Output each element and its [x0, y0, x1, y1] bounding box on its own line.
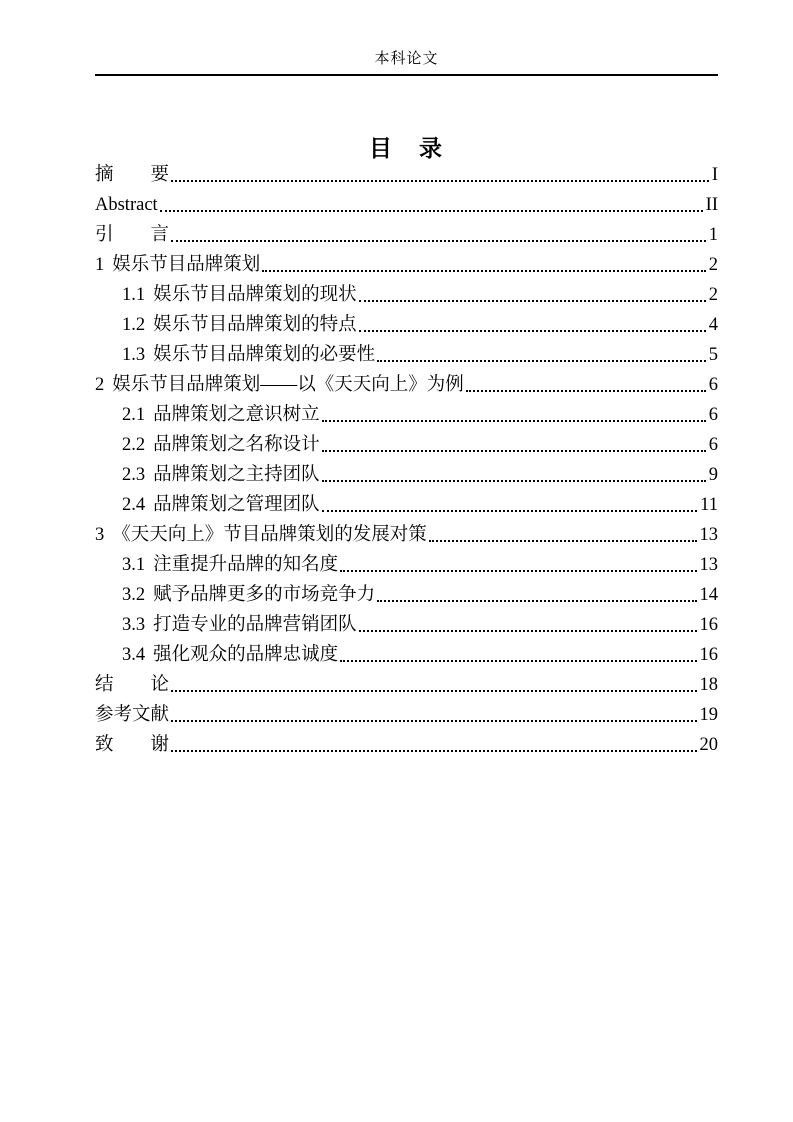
toc-entry-number: 1.2	[122, 315, 146, 335]
toc-entry-page: 13	[699, 525, 718, 545]
toc-entry-title: 《天天向上》节目品牌策划的发展对策	[112, 525, 427, 545]
toc-entry-abstract-cn[interactable]	[95, 160, 718, 190]
running-header	[95, 50, 718, 76]
toc-entry-title: 娱乐节目品牌策划的必要性	[153, 345, 376, 365]
toc-entry-page: 20	[699, 735, 718, 755]
toc-entry-title: 参考文献	[95, 705, 170, 725]
toc-entry-page: 16	[699, 645, 718, 665]
dot-leader	[359, 330, 706, 332]
toc-entry-ch3-3[interactable]	[95, 610, 718, 640]
toc-entry-ch3[interactable]	[95, 520, 718, 550]
dot-leader	[171, 180, 709, 182]
toc-entry-number: 1.3	[122, 345, 146, 365]
toc-entry-number: 3.1	[122, 555, 146, 575]
toc-entry-title: 娱乐节目品牌策划——以《天天向上》为例	[112, 375, 464, 395]
toc-entry-number: 2.2	[122, 435, 146, 455]
dot-leader	[171, 690, 696, 692]
toc-entry-title: 品牌策划之管理团队	[153, 495, 320, 515]
toc-entry-ch3-2[interactable]	[95, 580, 718, 610]
dot-leader	[466, 390, 706, 392]
toc-entry-title: 娱乐节目品牌策划的特点	[153, 315, 357, 335]
toc-entry-page: 6	[708, 405, 718, 425]
dot-leader	[322, 420, 706, 422]
toc-entry-title: 结 论	[95, 675, 170, 695]
toc-entry-conclusion[interactable]	[95, 670, 718, 700]
dot-leader	[340, 660, 696, 662]
toc-entry-page: 6	[708, 435, 718, 455]
toc-entry-page: 18	[699, 675, 718, 695]
toc-entry-number: 2.3	[122, 465, 146, 485]
dot-leader	[160, 210, 703, 212]
toc-entry-page: 6	[708, 375, 718, 395]
page-title: 目 录	[369, 136, 444, 161]
toc-entry-ch2-4[interactable]	[95, 490, 718, 520]
toc-entry-ch3-4[interactable]	[95, 640, 718, 670]
table-of-contents	[95, 160, 718, 760]
dot-leader	[359, 630, 697, 632]
toc-entry-ch1-2[interactable]	[95, 310, 718, 340]
toc-entry-title: 致 谢	[95, 735, 170, 755]
toc-entry-title: Abstract	[95, 195, 158, 215]
toc-entry-title: 注重提升品牌的知名度	[153, 555, 339, 575]
toc-entry-ch1-1[interactable]	[95, 280, 718, 310]
dot-leader	[359, 300, 706, 302]
toc-entry-number: 3.4	[122, 645, 146, 665]
dot-leader	[322, 450, 706, 452]
toc-entry-title: 娱乐节目品牌策划	[112, 255, 261, 275]
dot-leader	[340, 570, 696, 572]
dot-leader	[262, 270, 705, 272]
toc-entry-page: 9	[708, 465, 718, 485]
toc-entry-number: 3.3	[122, 615, 146, 635]
toc-entry-ch1-3[interactable]	[95, 340, 718, 370]
toc-entry-title: 摘 要	[95, 165, 170, 185]
toc-entry-number: 1	[95, 255, 105, 275]
toc-entry-title: 品牌策划之名称设计	[153, 435, 320, 455]
toc-entry-ch2-2[interactable]	[95, 430, 718, 460]
toc-entry-page: 16	[699, 615, 718, 635]
toc-entry-page: 2	[708, 255, 718, 275]
toc-entry-title: 娱乐节目品牌策划的现状	[153, 285, 357, 305]
dot-leader	[171, 240, 706, 242]
dot-leader	[429, 540, 697, 542]
toc-entry-references[interactable]	[95, 700, 718, 730]
dot-leader	[377, 360, 706, 362]
toc-entry-ch2-3[interactable]	[95, 460, 718, 490]
toc-entry-page: 4	[708, 315, 718, 335]
toc-entry-page: 13	[699, 555, 718, 575]
toc-entry-page: 1	[708, 225, 718, 245]
dot-leader	[171, 750, 696, 752]
running-header-text: 本科论文	[374, 51, 439, 67]
toc-entry-abstract-en[interactable]	[95, 190, 718, 220]
toc-entry-page: I	[711, 165, 718, 185]
dot-leader	[322, 510, 698, 512]
toc-entry-introduction[interactable]	[95, 220, 718, 250]
toc-entry-title: 赋予品牌更多的市场竞争力	[153, 585, 376, 605]
dot-leader	[377, 600, 696, 602]
toc-entry-page: 14	[699, 585, 718, 605]
toc-entry-page: 11	[700, 495, 718, 515]
toc-entry-page: 19	[699, 705, 718, 725]
toc-entry-number: 3	[95, 525, 105, 545]
toc-entry-title: 品牌策划之意识树立	[153, 405, 320, 425]
toc-entry-title: 强化观众的品牌忠诚度	[153, 645, 339, 665]
toc-entry-acknowledgements[interactable]	[95, 730, 718, 760]
toc-entry-title: 品牌策划之主持团队	[153, 465, 320, 485]
toc-entry-number: 1.1	[122, 285, 146, 305]
toc-entry-title: 引 言	[95, 225, 170, 245]
toc-entry-ch1[interactable]	[95, 250, 718, 280]
toc-entry-number: 2.1	[122, 405, 146, 425]
toc-entry-title: 打造专业的品牌营销团队	[153, 615, 357, 635]
toc-entry-ch2[interactable]	[95, 370, 718, 400]
toc-entry-page: 2	[708, 285, 718, 305]
dot-leader	[322, 480, 706, 482]
toc-entry-number: 3.2	[122, 585, 146, 605]
toc-entry-number: 2.4	[122, 495, 146, 515]
toc-entry-ch2-1[interactable]	[95, 400, 718, 430]
toc-entry-page: II	[705, 195, 718, 215]
dot-leader	[171, 720, 696, 722]
toc-entry-page: 5	[708, 345, 718, 365]
toc-entry-number: 2	[95, 375, 105, 395]
toc-entry-ch3-1[interactable]	[95, 550, 718, 580]
